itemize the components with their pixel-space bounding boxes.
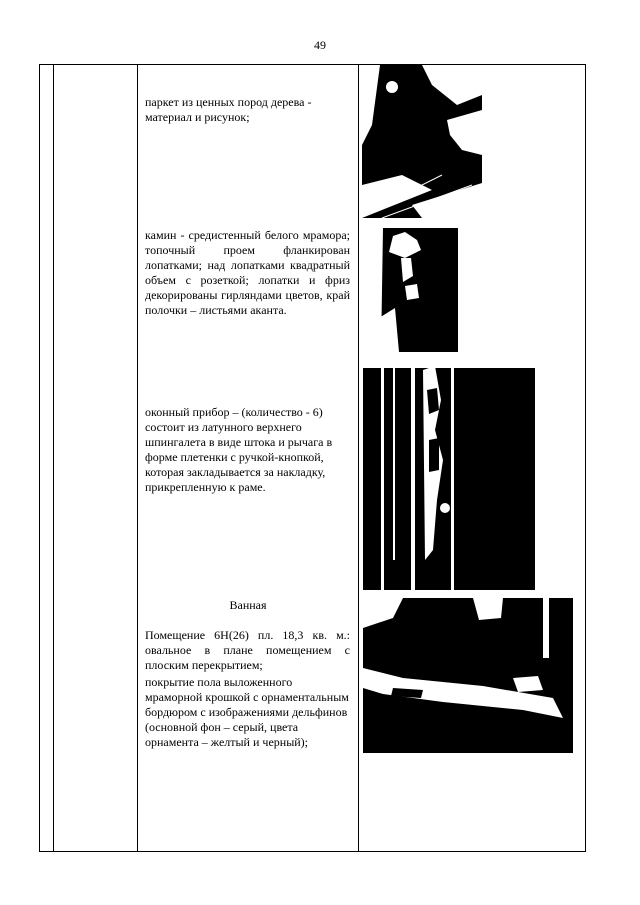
column-divider-2 bbox=[137, 64, 138, 852]
description-window-fittings: оконный прибор – (количество - 6) состоит из латунного верхнего шпингалета в виде штока и рычага в форме плетенки с ручкой-кнопкой, которая закладывается за накладку, прикрепленную к раме. bbox=[145, 405, 333, 494]
section-heading-bathroom: Ванная bbox=[229, 598, 267, 612]
description-parquet: паркет из ценных пород дерева - материал и рисунок; bbox=[145, 95, 312, 124]
description-bathroom-floor: покрытие пола выложенного мраморной крошкой с орнаментальным бордюром с изображениями дельфинов (основной фон – серый, цвета орнамента – желтый и черный); bbox=[145, 675, 349, 749]
page-number: 49 bbox=[314, 38, 326, 52]
photo-window-fittings bbox=[363, 360, 535, 590]
column-divider-1 bbox=[53, 64, 54, 852]
photo-parquet bbox=[362, 65, 482, 218]
column-divider-3 bbox=[358, 64, 359, 852]
description-fireplace: камин - средистенный белого мрамора; топочный проем фланкирован лопатками; над лопатками квадратный объем с розеткой; лопатки и фриз декорированы гирляндами цветов, край полочки – листьями аканта. bbox=[145, 228, 350, 317]
photo-fireplace bbox=[365, 228, 458, 352]
photo-bathroom bbox=[363, 598, 573, 753]
description-bathroom-room: Помещение 6Н(26) пл. 18,3 кв. м.: овальное в плане помещением с плоским перекрытием; bbox=[145, 628, 350, 672]
